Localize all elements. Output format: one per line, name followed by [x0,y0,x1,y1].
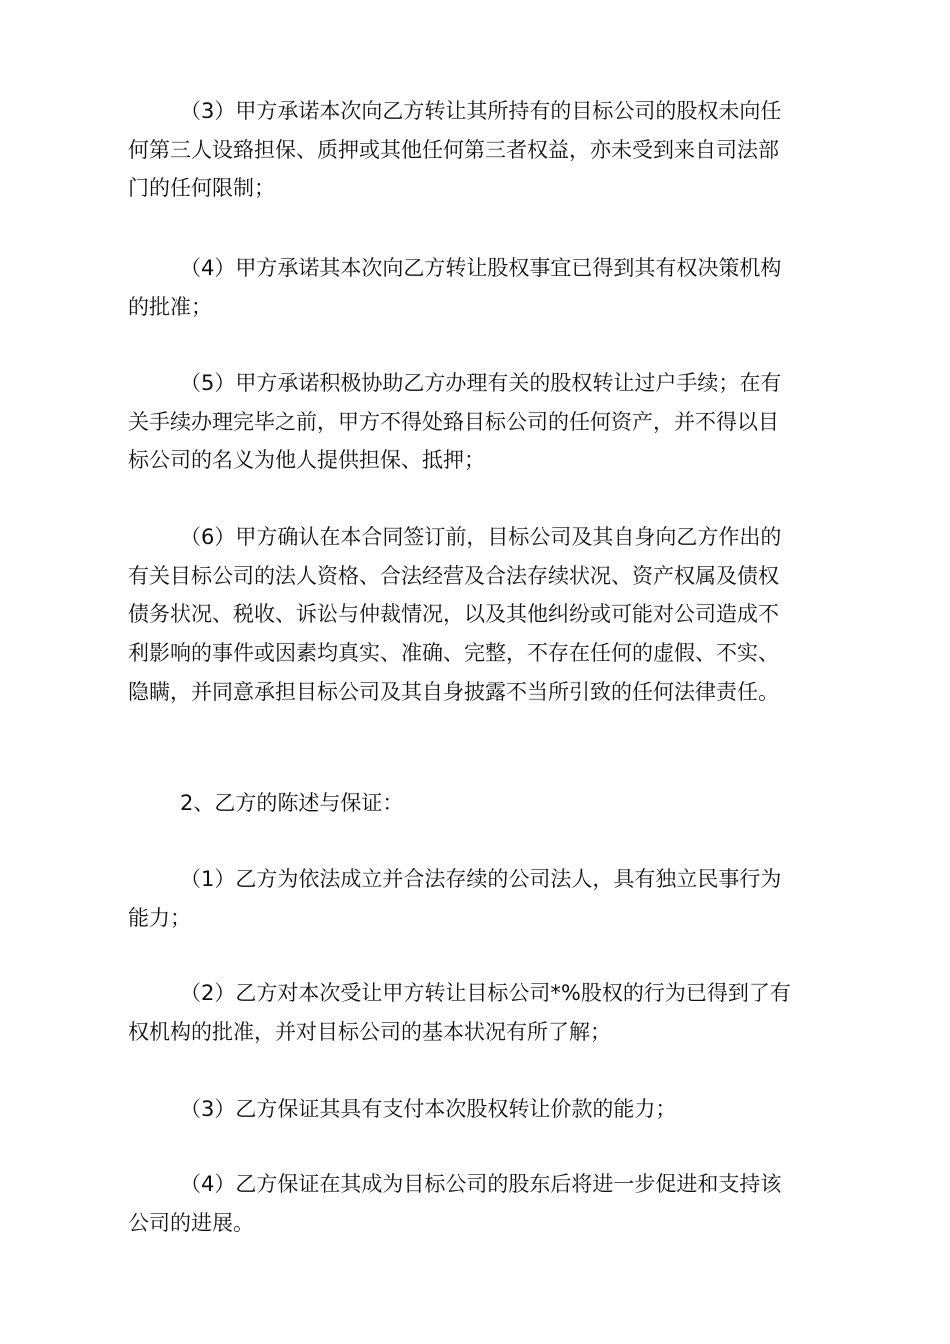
party-a-clause-3 [128,92,828,208]
text-line: （2）乙方对本次受让甲方转让目标公司*%股权的行为已得到了有 [180,981,791,1005]
text-line: 关手续办理完毕之前，甲方不得处臵目标公司的任何资产，并不得以目 [128,409,779,434]
text-line: （4）乙方保证在其成为目标公司的股东后将进一步促进和支持该 [180,1172,782,1196]
text-line: （3）甲方承诺本次向乙方转让其所持有的目标公司的股权未向任 [180,99,782,123]
party-a-clause-4 [128,249,828,326]
section-heading-text: 2、乙方的陈述与保证： [180,791,404,815]
text-line: 能力； [128,905,191,930]
text-line: （1）乙方为依法成立并合法存续的公司法人，具有独立民事行为 [180,867,782,891]
text-line: 利影响的事件或因素均真实、准确、完整，不存在任何的虚假、不实、 [128,641,779,666]
text-line: 标公司的名义为他人提供担保、抵押； [128,448,485,473]
section-heading-party-b [128,784,828,823]
text-line: 何第三人设臵担保、质押或其他任何第三者权益，亦未受到来自司法部 [128,137,779,162]
party-b-clause-3 [128,1090,828,1129]
party-b-clause-2 [128,974,828,1051]
party-b-clause-1 [128,860,828,937]
text-line: 权机构的批准，并对目标公司的基本状况有所了解； [128,1019,611,1044]
text-line: 有关目标公司的法人资格、合法经营及合法存续状况、资产权属及债权 [128,563,779,588]
text-line: （5）甲方承诺积极协助乙方办理有关的股权转让过户手续；在有 [180,371,782,395]
text-line: 公司的进展。 [128,1210,254,1235]
text-line: 债务状况、税收、诉讼与仲裁情况，以及其他纠纷或可能对公司造成不 [128,602,779,627]
text-line: 的批准； [128,294,212,319]
text-line: 隐瞒，并同意承担目标公司及其自身披露不当所引致的任何法律责任。 [128,679,779,704]
party-a-clause-5 [128,364,828,480]
party-a-clause-6 [128,518,828,712]
text-line: （4）甲方承诺其本次向乙方转让股权事宜已得到其有权决策机构 [180,256,782,280]
text-line: （3）乙方保证其具有支付本次股权转让价款的能力； [180,1097,677,1121]
party-b-clause-4 [128,1165,828,1242]
text-line: 门的任何限制； [128,176,275,201]
text-line: （6）甲方确认在本合同签订前，目标公司及其自身向乙方作出的 [180,525,782,549]
